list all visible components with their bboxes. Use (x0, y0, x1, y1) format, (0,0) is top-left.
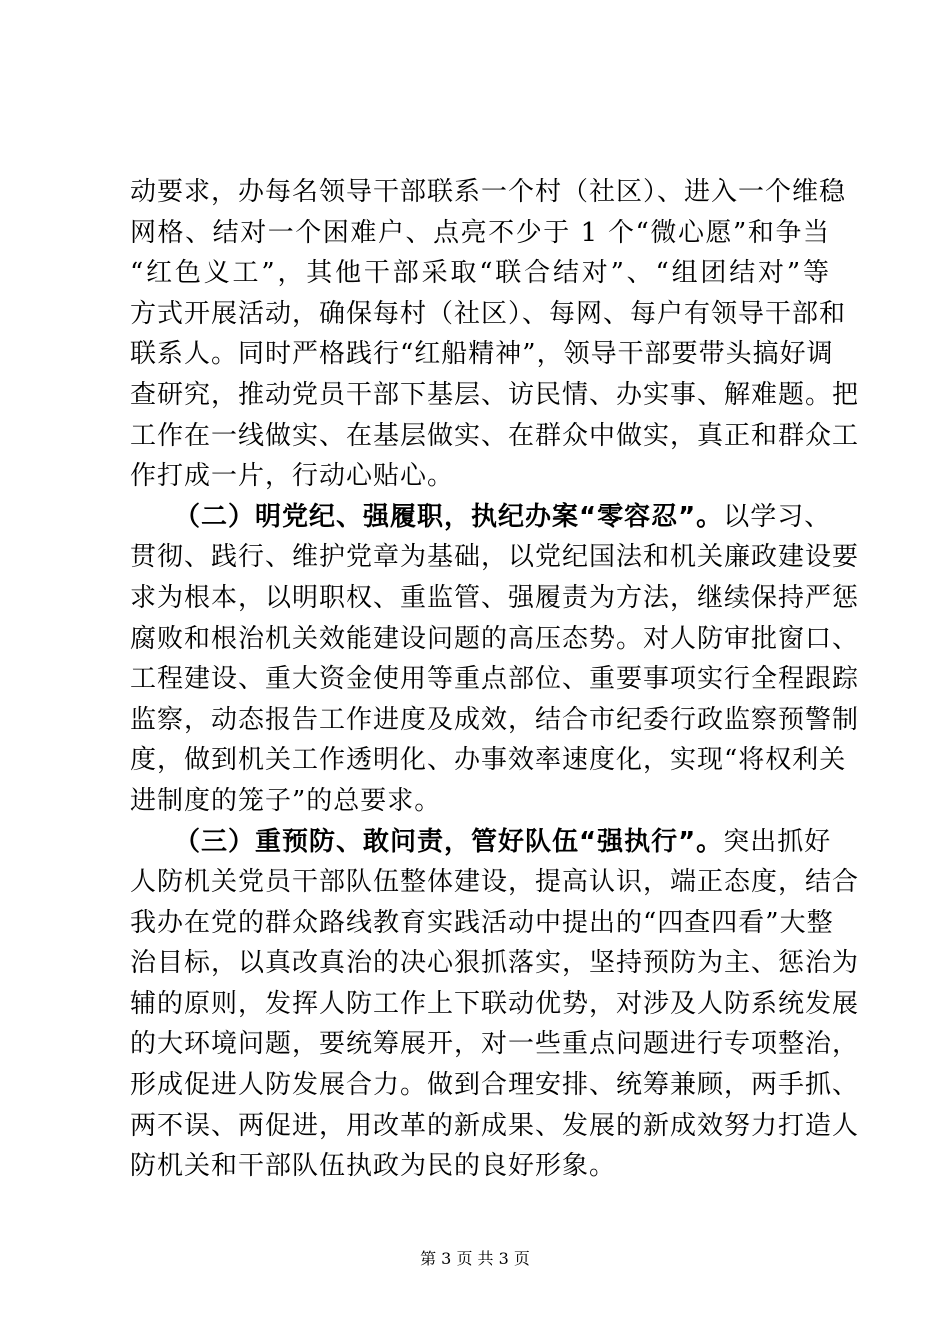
section-2-heading: （二）明党纪、强履职，执纪办案“零容忍”。 (174, 501, 724, 532)
paragraph-line: 联系人。同时严格践行“红船精神”，领导干部要带头搞好调 (130, 339, 834, 370)
paragraph-line: 求为根本，以明职权、重监管、强履责为方法，继续保持严惩 (130, 582, 860, 613)
paragraph-line: 动要求，办每名领导干部联系一个村（社区）、进入一个维稳 (130, 177, 847, 207)
document-body (130, 172, 860, 1187)
paragraph-line: “红色义工”，其他干部采取“联合结对”、“组团结对”等 (130, 258, 830, 289)
paragraph-line: 防机关和干部队伍执政为民的良好形象。 (130, 1151, 617, 1182)
paragraph-line: 我办在党的群众路线教育实践活动中提出的“四查四看”大整 (130, 907, 834, 938)
paragraph-line: 监察，动态报告工作进度及成效，结合市纪委行政监察预警制 (130, 704, 860, 735)
paragraph-line: 的大环境问题，要统筹展开，对一些重点问题进行专项整治， (130, 1029, 860, 1060)
paragraph-line: 进制度的笼子”的总要求。 (130, 785, 442, 816)
paragraph-line: 两不误、两促进，用改革的新成果、发展的新成效努力打造人 (130, 1110, 860, 1141)
paragraph-line: 贯彻、践行、维护党章为基础，以党纪国法和机关廉政建设要 (130, 542, 860, 573)
section-3-first-tail: 突出抓好 (723, 826, 832, 857)
section-2-first-line (130, 497, 830, 538)
paragraph-line: 形成促进人防发展合力。做到合理安排、统筹兼顾，两手抓、 (130, 1070, 860, 1101)
section-3-heading: （三）重预防、敢问责，管好队伍“强执行”。 (174, 826, 724, 857)
section-3-first-line (130, 822, 830, 863)
page-number-footer: 第 3 页 共 3 页 (420, 1249, 530, 1268)
paragraph-line: 辅的原则，发挥人防工作上下联动优势，对涉及人防系统发展 (130, 988, 860, 1019)
paragraph-line: 工程建设、重大资金使用等重点部位、重要事项实行全程跟踪 (130, 664, 860, 695)
paragraph-line: 方式开展活动，确保每村（社区）、每网、每户有领导干部和 (130, 298, 847, 329)
section-2-first-tail: 以学习、 (723, 501, 832, 532)
paragraph-line: 作打成一片，行动心贴心。 (130, 461, 455, 492)
paragraph-line: 腐败和根治机关效能建设问题的高压态势。对人防审批窗口、 (130, 623, 860, 654)
paragraph-line: 治目标，以真改真治的决心狠抓落实，坚持预防为主、惩治为 (130, 948, 860, 979)
paragraph-line: 工作在一线做实、在基层做实、在群众中做实，真正和群众工 (130, 420, 860, 451)
paragraph-line: 网格、结对一个困难户、点亮不少于 1 个“微心愿”和争当 (130, 217, 830, 248)
paragraph-line: 查研究，推动党员干部下基层、访民情、办实事、解难题。把 (130, 379, 860, 410)
paragraph-line: 人防机关党员干部队伍整体建设，提高认识，端正态度，结合 (130, 867, 860, 898)
paragraph-line: 度，做到机关工作透明化、办事效率速度化，实现“将权利关 (130, 745, 847, 776)
